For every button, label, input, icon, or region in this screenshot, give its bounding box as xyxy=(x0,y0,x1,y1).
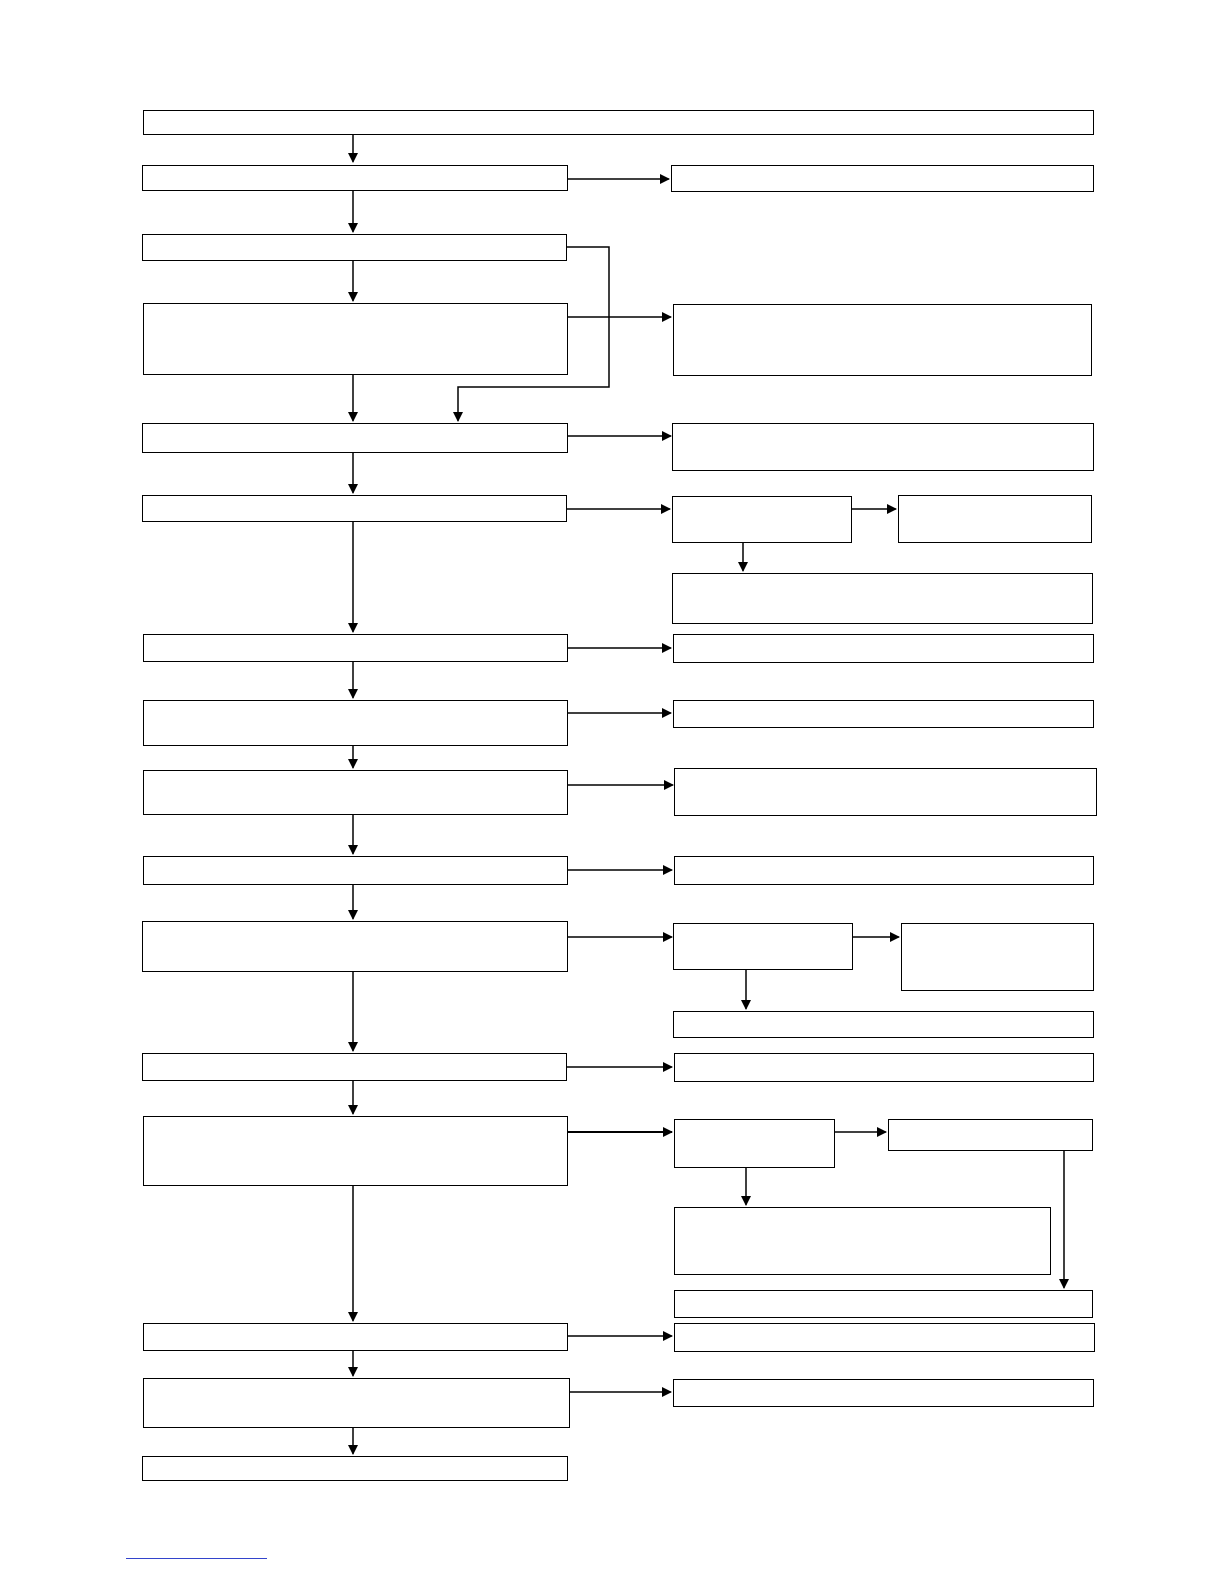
flow-result-12 xyxy=(674,1053,1094,1082)
flow-result-6c xyxy=(672,573,1093,624)
flow-step-13 xyxy=(143,1116,568,1186)
flow-result-11b xyxy=(901,923,1094,991)
footer-rule xyxy=(126,1558,267,1559)
flow-result-2 xyxy=(671,165,1094,192)
flow-step-7 xyxy=(143,634,568,662)
flow-result-13c xyxy=(674,1207,1051,1275)
flow-step-12 xyxy=(142,1053,567,1081)
flow-step-9 xyxy=(143,770,568,815)
flow-step-8 xyxy=(143,700,568,746)
flow-step-15 xyxy=(143,1378,570,1428)
flow-result-14 xyxy=(674,1323,1095,1352)
flow-step-2 xyxy=(142,165,568,191)
flow-result-5 xyxy=(672,423,1094,471)
flow-result-6a xyxy=(672,496,852,543)
flow-result-15 xyxy=(673,1379,1094,1407)
flow-result-11a xyxy=(673,923,853,970)
flow-result-6b xyxy=(898,495,1092,543)
flow-result-13d xyxy=(674,1290,1093,1318)
flow-step-6 xyxy=(142,495,567,522)
flow-result-13a xyxy=(674,1119,835,1168)
flow-result-7 xyxy=(673,634,1094,663)
flow-step-1 xyxy=(143,110,1094,135)
flow-step-4 xyxy=(143,303,568,375)
flow-result-4 xyxy=(673,304,1092,376)
flow-result-9 xyxy=(674,768,1097,816)
flow-step-3 xyxy=(142,234,567,261)
flow-step-10 xyxy=(143,856,568,885)
flow-result-13b xyxy=(888,1119,1093,1151)
flow-step-11 xyxy=(142,921,568,972)
flow-result-11c xyxy=(673,1011,1094,1038)
flow-result-10 xyxy=(674,856,1094,885)
flow-step-16 xyxy=(142,1456,568,1481)
flow-result-8 xyxy=(673,700,1094,728)
flow-step-5 xyxy=(142,423,568,453)
flow-step-14 xyxy=(143,1323,568,1351)
